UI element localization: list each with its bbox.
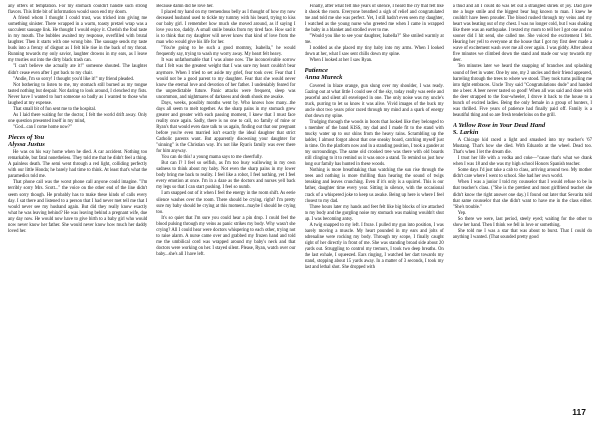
paragraph: Nothing is more breathtaking than watching the sun rise through the trees and nothing is more thrilling than hearing the sound of twigs breaking and leaves crunching. Even if it's only is a squirrel. This is our father, daughter time every year. Sitting in silence, with the occasional crack of a whispered joke to keep us awake. Being up here is where I feel closest to my dad. [304,168,444,204]
story-author: Anna Mureck [304,74,343,82]
paragraph: "God...can I come home now?" [13,124,72,130]
page-number: 117 [572,407,586,417]
paragraph: I trust her life with a vodka and coke—"cause that's what we drank when I was 18 and she was my high school Honors Spanish teacher. [452,156,592,168]
paragraph: Covered in blaze orange, gun slung over my shoulder, I was ready. Gazing out at what little I could see of the sky, today really was eerie and peaceful and silent all enveloped in one. The only noise was my uncle's truck, purring to let us know it was alive. Vivid images of the buck my uncle shot two years prior raced through my mind and a spark of energy shot down my spine. [304,83,444,119]
paragraph: She told me I was a star that was about to burst. That I could do anything I wanted. (That sounded pretty good [452,228,592,240]
story-title: Pieces of You [8,133,45,141]
paragraph: But can I? I feel so selfish, as I'm too busy wallowing in my own sadness to think about my baby. Not even the sharp pains in my lower body bring me back to reality. I feel like a robot, I feel nothing, yet I feel every emotion at once. I'm in a daze as the doctors and nurses yell back my legs so that I can start pushing. I feel so numb. [156,161,296,191]
paragraph: When I was a junior I told my counselor that I would refuse to be in that teacher's class. ("She is the prettiest and most girlfriend teacher she didn't know the right answer one day.) I found out later that Sevarita told that same counselor that she didn't want to have me in the class either. "She's trouble." [452,180,592,210]
column-2 [156,4,295,406]
paragraph: "Andie, I'm so sorry! I thought you'd like it!" my friend pleaded. [13,76,134,82]
paragraph: Some days I'd just take a cab to class, arriving around two. My mother didn't care where I went to school. She had her own world. [452,168,592,180]
story-title: A Yellow Rose in Your Dead Hand [452,121,546,129]
paragraph: Finally, after what felt like years of silence, I heard the cry that felt like it shook the room. Everyone breathed a sigh of relief and congratulated me and told me she was perfect. Yet, I still hadn't even seen my daughter, I watched as the young nurse who greeted me when I came in wrapped the baby in a blanket and strolled over to me. [304,4,444,34]
paragraph: He was on his way home when he died. A car accident. Nothing too remarkable, but fatal nonetheless. They told me that he didn't feel a thing. A painless death. The semi went through a red light, colliding perfectly with our little Honda; he barely had time to think. At least that's what the paramedics told me. [8,150,148,180]
paragraph: It's so quiet that I'm sure you could hear a pin drop. I could feel the blood pulsing through my veins as panic strikes my body. Why wasn't she crying? All I could hear were doctors whispering to each other, trying not to raise alarm. A nurse came over and grabbed my frozen hand and told me the umbilical cord was wrapped around my baby's neck and that doctors were working on her. I stayed silent. Please, Ryan, watch over our baby...she's all I have left. [156,215,296,257]
paragraph: Days, weeks, possibly months went by. Who knows how many...the days all seem to melt together. As the sharp pains in my stomach grew greater and greater with each passing moment, I knew that I must face reality once again. Sadly, there is no one to call, no family of mine or Ryan's that would even dare talk to us again, finding out that our pregnant before you're even married isn't exactly the ideal daughter that strict Catholic parents want. But apparently disowning your daughter for "sinning" is the Christian way. It's not like Ryan's family was ever there for him anyway. [156,100,296,155]
text-columns [8,4,592,406]
paragraph: I am snapped out of it when I feel the energy in the room shift. As eerie silence washes over the room. There should be crying, right? I'm pretty sure my baby should be crying at this moment...maybe I should be crying too. [156,191,296,215]
paragraph: It was unfathomable that I was alone now. The inconceivable sorrow that I felt was the greatest weight that I was sure my heart couldn't bear anymore. When I tried to set aside my grief, fear took over. Fear that I would not be a good parent to my daughter. Fear that she would never know the eternal love and devotion of her father. I undeniably feared for the unpredictable future. Panic attacks were frequent, sleep was uncommon, and nightmares of darkness and death shook me awake. [156,58,296,100]
paragraph: I nodded as she placed my tiny baby into my arms. When I looked down at her, what I saw sent chills down my spine. [304,46,444,58]
paragraph: a thud and all I could do was let out a strangled shriek of joy. Dad gave me a huge smile and the biggest bear hug known to man. I knew he couldn't have been prouder. The blood rushed through my veins and my heart was beating out of my chest. I was no longer cold, but I was shaking like there was an earthquake. I texted my mom to tell her I got one and no sooner did I hit send, she called me. She voiced the excitement I felt. Hearing her yell to everyone at the house that I got my first deer made a wave of excitement wash over me all over again. I was giddy. After about five minutes we climbed down the stand and made our way towards my deer. [452,4,592,64]
paragraph: As I laid there waiting for the doctor, I felt the world drift away. Only one question presented itself in my mind, [8,112,148,124]
paragraph: "You're going to be such a good mommy, Isabella," he would frequently say, trying to wash my worry away. My heart felt heavy. [156,46,296,58]
paragraph: So there we were, last period, steely eyed; waiting for the other to show her hand. Then I think we fell in love or something. [452,216,592,228]
paragraph: I placed my hand on my tremendous belly as I thought of how my now deceased husband used to tickle my tummy with his beard, trying to kiss our baby girl. I remember how much she moved around, as if saying I love you too, daddy. A small smile breaks from my tired face. How sad it is to think that my daughter will never know that kind of love from the man who would give his life for her. [156,10,296,46]
story-author: Alyssa Justus [8,140,45,148]
paragraph: "Would you like to see your daughter, Isabella?" She smiled warmly at me. [304,34,444,46]
paragraph: A friend whom I thought I could trust, was tricked into giving me something sinister. There wrapped in a warm, toasty pretzel wrap was a succulent sausage link. He thought I would enjoy it. Cherish the foul taste in my mouth. The bubbles awaited my response, overfilled with brutal laughter. Then it starts with one wrong bite. The sausage sends my taste buds into a frenzy of disgust as I felt bile rise in the back of my throat. Running towards my only savior, laughter drowns in my ears, as I leave my trusties out into the dirty black trash can. [8,16,148,64]
paragraph: You can do this! a young mama says to me cheerfully. [161,155,263,161]
paragraph: any offers of temptation. For my stomach couldn't handle such strong flavors. This little bit of information would soon end my doom. [8,4,148,16]
column-3 [305,4,444,406]
column-1 [8,4,147,406]
story-title: Patience [304,67,328,75]
paragraph: Not bothering to listen to me, my stomach still burned as my tongue tasted nothing but despair. Not daring to look around, I clenched my fists. Never have I wanted to hurt someone so badly as I wanted to those who laughed at my expense. [8,82,148,106]
paragraph: A twig snapped to my left. I froze. I pulled my gun into position, I was barely moving a muscle. My heart pounded in my ears and jolts of adrenaline were rocking my body. Through my scope, I finally caught sight of her directly in front of me. She was standing broad side about 20 yards out. Struggling to control my tremors, I took two deep breaths. On the last exhale, I squeezed. Ears ringing, I watched her dart towards my stand, stopping about 15 yards away. In a matter of 3 seconds, I took my last and lethal shot. She dropped with [304,222,444,271]
story-author: S. Larkin [452,128,479,136]
paragraph: A Chicago kid raced a light and smashed into my teacher's '67 Mustang. That's how she died. With Eduardo at the wheel. Dead too. That's when I let the dream die. [452,138,592,156]
paragraph: That small bit of fun sent me to the hospital. [13,106,97,112]
paragraph: Trudging through the woods in boots that looked like they belonged to a member of the band KISS, my dad and I made fit to the stand with mucky water up to our shins from the heavy rains. Scrambling up the ladder, I almost forgot about that one sneaky board, catching myself just in time. On the platform now and in a standing position, I took a gander at my surroundings. The same old crooked tree was there with old boards still clinging to it to remind us it was once a stand. To remind us just how long our family has hunted in these woods. [304,119,444,168]
paragraph: "I can't believe she actually ate it!" someone shouted. The laughter didn't cease even after I got back to my chair. [8,64,148,76]
paragraph: When I looked at her I saw Ryan. [309,58,373,64]
paragraph: That phone call was the worst phone call anyone could imagine. "I'm terribly sorry Mrs. Scott..." the voice on the other end of the line didn't seem sorry though. He probably has to make these kinds of calls every day. I sat there and listened to a person that I had never met tell me that I would never see my husband again. But did they really know exactly what he was leaving behind? He was leaving behind a pregnant wife, due any day now. He would now have to give birth to a baby girl who would now never know her father. She would never know how much her daddy loved her. [8,180,148,234]
paragraph: Three hours later my hands and feet felt like big blocks of ice attached to my body and the gurgling noise my stomach was making wouldn't shut up. I was becoming antsy. [304,204,444,222]
paragraph: Because damn did he love her. [156,4,214,9]
paragraph: Ten minutes later we heard the snapping of branches and splashing sound of feet in water. One by one, my 2 uncles and their friend appeared, barreling through the trees to where we stood. They took turns pulling me into tight embraces. Uncle Troy said "Congratulations dude" and handed me a beer. A beer never tasted so good! When all was said and done with the deer strapped to the four-wheeler, I drove it back to the house to a bunch of excited ladies. Being the only female in a group of hunters, I was thrilled. Five years of patience had finally paid off. Family is a beautiful thing and so are fresh tenderloins on the grill. [452,64,592,118]
paragraph: Yep. [457,210,467,216]
column-4 [453,4,592,406]
